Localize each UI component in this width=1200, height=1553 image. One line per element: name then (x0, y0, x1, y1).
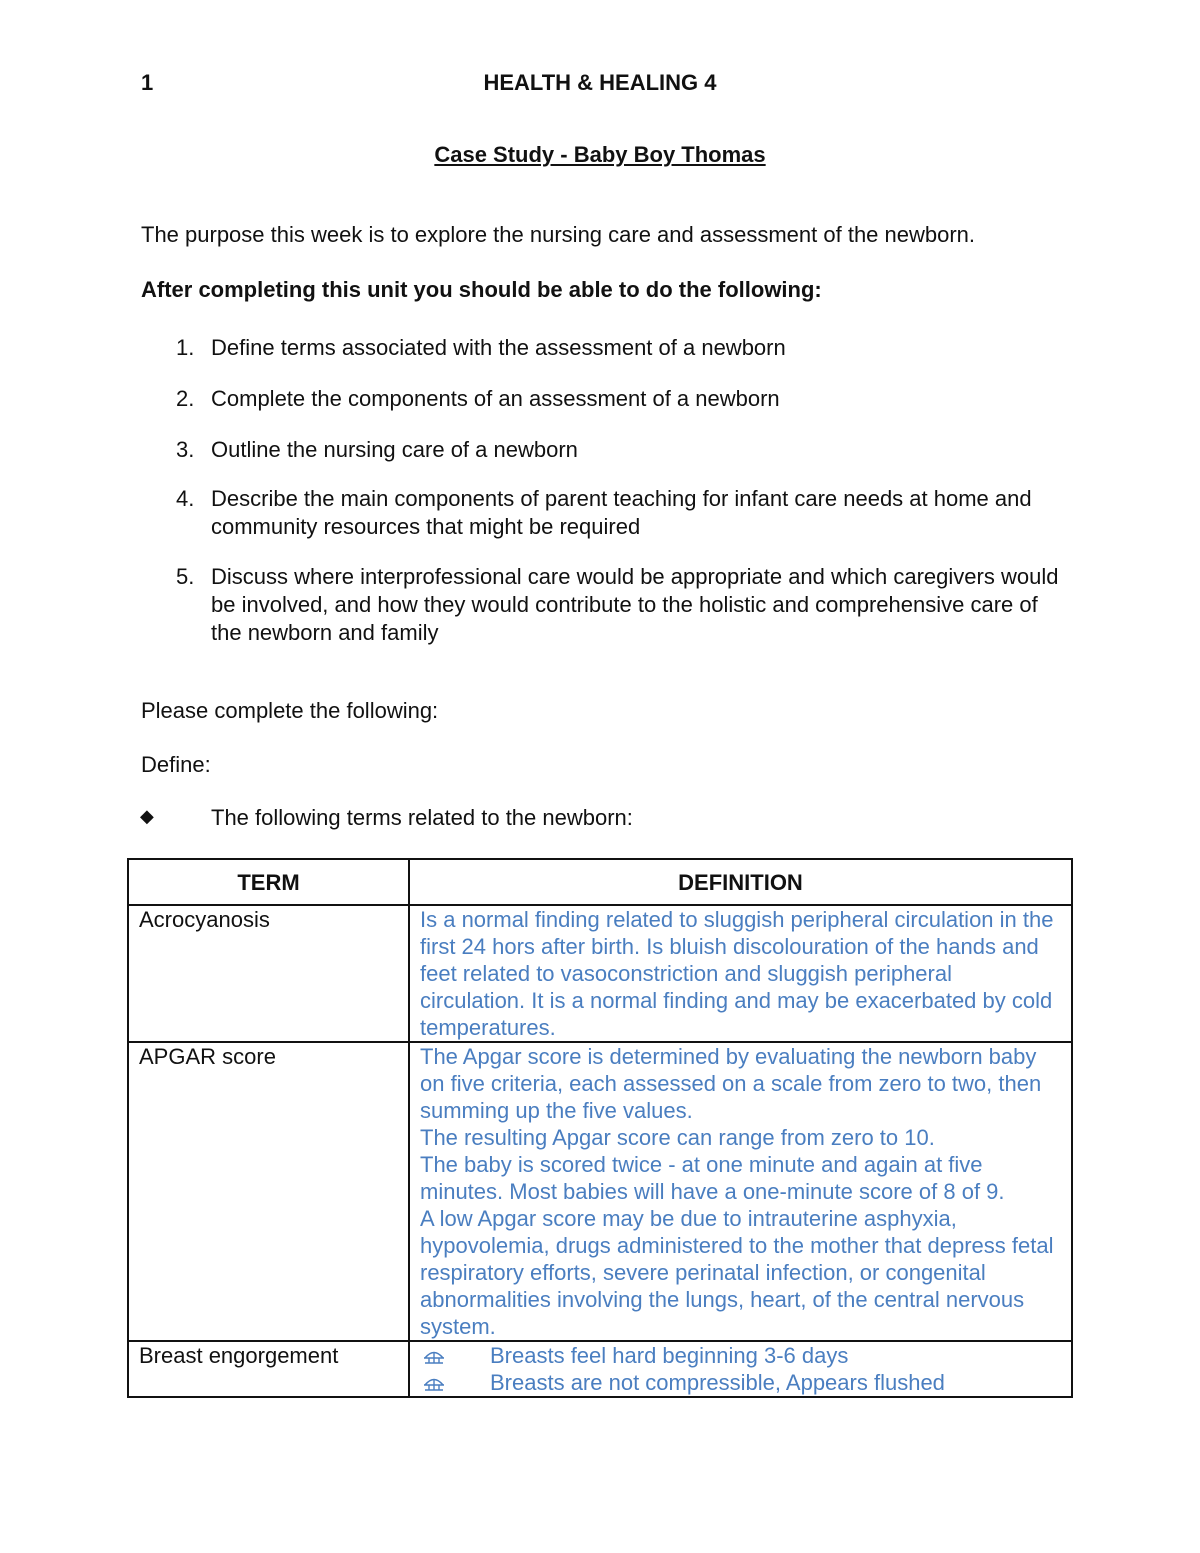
purpose-statement: The purpose this week is to explore the nursing care and assessment of the newborn. (141, 222, 976, 247)
objective-text: Describe the main components of parent teaching for infant care needs at home and community resources that might be required (211, 486, 1032, 539)
term-column-header: TERM (128, 859, 409, 905)
objective-number: 5. (176, 564, 195, 589)
definition-column-header: DEFINITION (409, 859, 1072, 905)
definition-bullet-item (420, 1369, 1061, 1396)
objective-number: 1. (176, 335, 195, 360)
objective-number: 4. (176, 486, 195, 511)
objectives-heading: After completing this unit you should be able to do the following: (141, 277, 822, 302)
diamond-bullet-icon: ◆ (140, 806, 154, 826)
table-row (128, 905, 1072, 1042)
definition-text: The Apgar score is determined by evaluating the newborn baby on five criteria, each assessed on a scale from zero to two, then summing up the five values. (420, 1044, 1042, 1123)
definition-text: A low Apgar score may be due to intrauterine asphyxia, hypovolemia, drugs administered to the mother that depress fetal respiratory efforts, severe perinatal infection, or congenital abnormalities involving the lungs, heart, of the central nervous system. (420, 1206, 1054, 1339)
please-complete-text: Please complete the following: (141, 698, 439, 723)
definition-cell (409, 905, 1072, 1042)
definition-bullet-item (420, 1342, 1061, 1369)
objective-text: Complete the components of an assessment of a newborn (211, 386, 780, 411)
table-row (128, 1341, 1072, 1397)
objective-number: 2. (176, 386, 195, 411)
definition-bullet-text: Breasts are not compressible, Appears flushed (490, 1370, 945, 1395)
objective-text: Outline the nursing care of a newborn (211, 437, 578, 462)
define-label: Define: (141, 752, 211, 777)
term-cell: Breast engorgement (128, 1341, 409, 1397)
definition-text: The baby is scored twice - at one minute and again at five minutes. Most babies will have a one-minute score of 8 of 9. (420, 1152, 1005, 1204)
bullet-symbol-icon (422, 1344, 446, 1366)
running-header: HEALTH & HEALING 4 (483, 70, 717, 95)
definition-text: Is a normal finding related to sluggish peripheral circulation in the first 24 hors after birth. Is bluish discolouration of the hands and feet related to vasoconstriction and sluggish peripheral circulation. It is a normal finding and may be exacerbated by cold temperatures. (420, 907, 1054, 1040)
terms-bullet-text: The following terms related to the newborn: (211, 805, 633, 830)
objective-text: Define terms associated with the assessment of a newborn (211, 335, 786, 360)
bullet-symbol-icon (422, 1371, 446, 1393)
objective-number: 3. (176, 437, 195, 462)
definition-cell (409, 1341, 1072, 1397)
term-cell: APGAR score (128, 1042, 409, 1341)
objective-text: Discuss where interprofessional care would be appropriate and which caregivers would be involved, and how they would contribute to the holistic and comprehensive care of the newborn and family (211, 564, 1059, 645)
table-header-row (128, 859, 1072, 905)
definition-cell (409, 1042, 1072, 1341)
document-title: Case Study - Baby Boy Thomas (434, 142, 766, 167)
definition-bullet-text: Breasts feel hard beginning 3-6 days (490, 1343, 849, 1368)
definition-text: The resulting Apgar score can range from zero to 10. (420, 1125, 935, 1150)
table-row (128, 1042, 1072, 1341)
page-number: 1 (141, 70, 154, 95)
terms-table (127, 858, 1073, 1398)
term-cell: Acrocyanosis (128, 905, 409, 1042)
